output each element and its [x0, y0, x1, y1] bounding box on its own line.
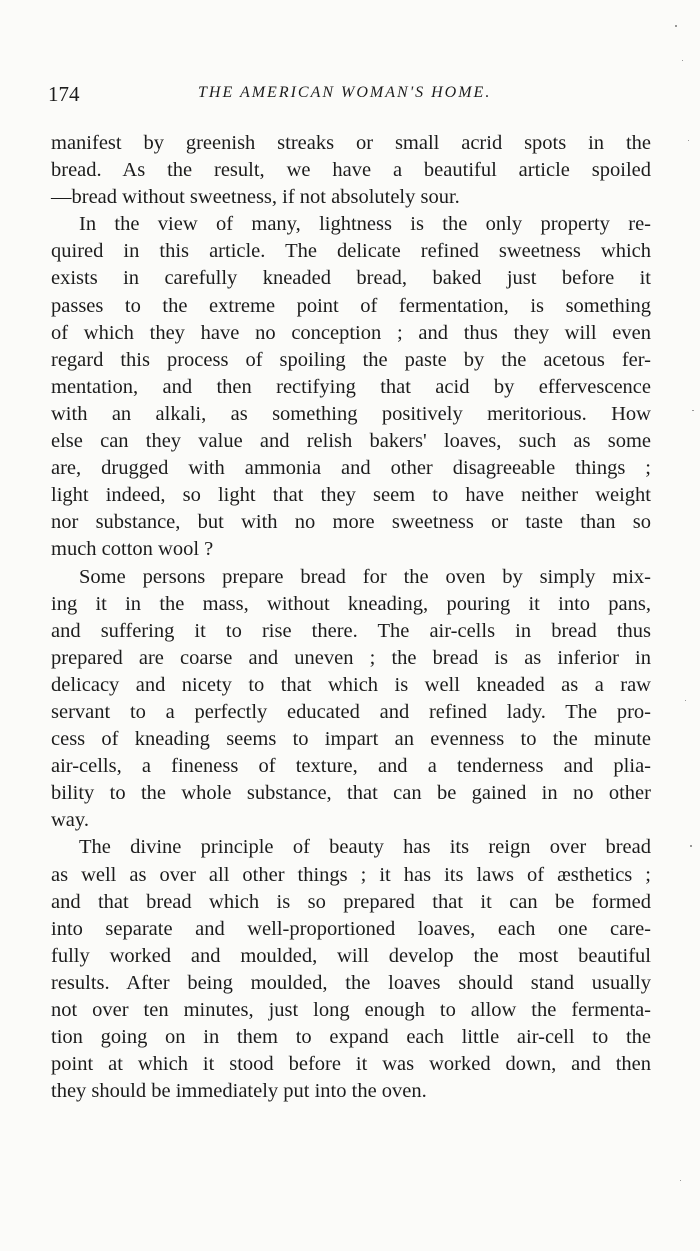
- page-number: 174: [48, 82, 80, 106]
- text-line: In the view of many, lightness is the only property re-: [79, 213, 651, 236]
- text-line: point at which it stood before it was worked down, and then: [51, 1053, 651, 1076]
- text-line: and suffering it to rise there. The air-cells in bread thus: [51, 619, 651, 642]
- text-line: manifest by greenish streaks or small acrid spots in the: [51, 132, 651, 154]
- text-line: mentation, and then rectifying that acid by effervescence: [51, 375, 651, 398]
- text-line: air-cells, a fineness of texture, and a tenderness and plia-: [51, 755, 651, 778]
- text-line: regard this process of spoiling the paste by the acetous fer-: [51, 348, 651, 371]
- text-line: fully worked and moulded, will develop the most beautiful: [51, 944, 651, 967]
- text-line: Some persons prepare bread for the oven by simply mix-: [79, 565, 651, 588]
- text-line: delicacy and nicety to that which is well kneaded as a raw: [51, 673, 651, 696]
- text-line: not over ten minutes, just long enough to allow the fermenta-: [51, 999, 651, 1021]
- text-line: bility to the whole substance, that can be gained in no other: [51, 782, 651, 805]
- text-line: into separate and well-proportioned loaves, each one care-: [51, 917, 651, 940]
- text-line: passes to the extreme point of fermentation, is something: [51, 294, 651, 317]
- text-line: with an alkali, as something positively meritorious. How: [51, 402, 651, 425]
- text-line: cess of kneading seems to impart an evenness to the minute: [51, 728, 651, 751]
- text-line: exists in carefully kneaded bread, baked just before it: [51, 267, 651, 290]
- running-head: THE AMERICAN WOMAN'S HOME.: [198, 84, 492, 101]
- text-line: light indeed, so light that they seem to have neither weight: [51, 484, 651, 507]
- text-line: they should be immediately put into the oven.: [51, 1080, 427, 1103]
- text-line: as well as over all other things ; it has its laws of æsthetics ;: [51, 863, 651, 886]
- text-line: tion going on in them to expand each little air-cell to the: [51, 1026, 651, 1049]
- text-line: The divine principle of beauty has its reign over bread: [79, 836, 651, 859]
- text-line: much cotton wool ?: [51, 538, 214, 561]
- text-line: —bread without sweetness, if not absolutely sour.: [51, 186, 460, 209]
- text-line: nor substance, but with no more sweetness or taste than so: [51, 511, 651, 534]
- text-line: are, drugged with ammonia and other disagreeable things ;: [51, 457, 651, 480]
- text-line: else can they value and relish bakers' loaves, such as some: [51, 430, 651, 453]
- text-line: servant to a perfectly educated and refined lady. The pro-: [51, 700, 651, 723]
- text-line: quired in this article. The delicate refined sweetness which: [51, 240, 651, 263]
- text-line: bread. As the result, we have a beautiful article spoiled: [51, 159, 651, 182]
- text-line: ing it in the mass, without kneading, pouring it into pans,: [51, 592, 651, 615]
- text-line: results. After being moulded, the loaves should stand usually: [51, 971, 651, 994]
- page-header: [48, 82, 652, 108]
- text-line: and that bread which is so prepared that it can be formed: [51, 890, 651, 913]
- text-line: way.: [51, 809, 89, 832]
- body-text: [51, 130, 651, 1105]
- text-line: of which they have no conception ; and thus they will even: [51, 321, 651, 344]
- text-line: prepared are coarse and uneven ; the bread is as inferior in: [51, 646, 651, 669]
